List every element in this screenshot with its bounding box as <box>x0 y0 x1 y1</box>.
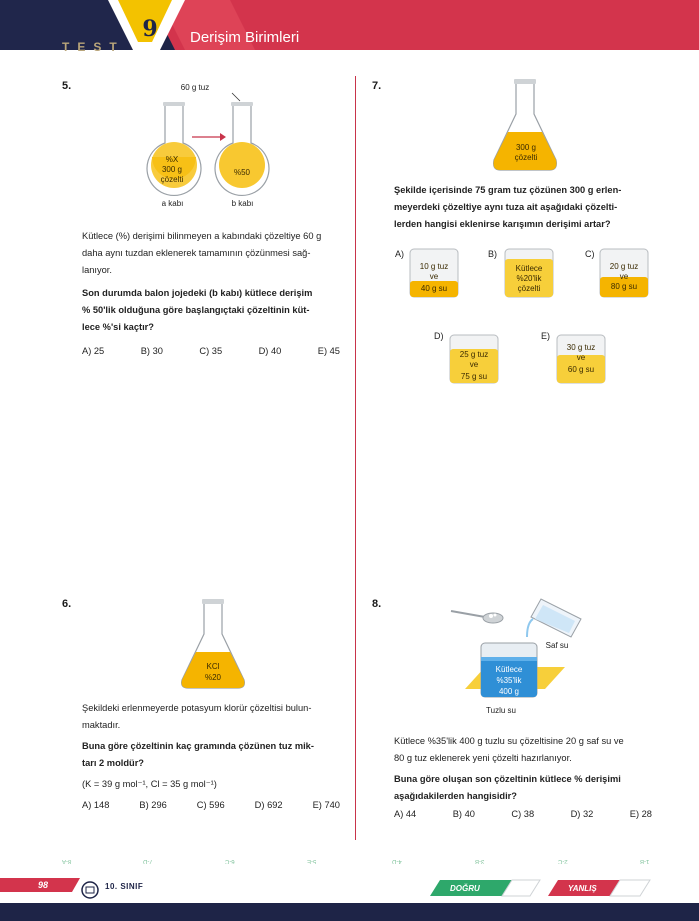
q7-question-line: Şekilde içerisinde 75 gram tuz çözünen 300 g erlen- <box>394 185 622 195</box>
q6-option-b[interactable]: B) 296 <box>139 800 167 810</box>
q5-flask-a-text-2: 300 g <box>161 165 183 174</box>
q7-option-c-letter[interactable]: C) <box>585 249 595 259</box>
q5-option-a[interactable]: A) 25 <box>82 346 105 356</box>
q6-flask-text-1: KCl <box>206 662 220 671</box>
q5-flask-b-caption: b kabı <box>231 199 254 208</box>
q7-option-e-line: 60 g su <box>567 365 595 374</box>
q5-flasks-illustration <box>140 85 270 205</box>
question-6-number: 6. <box>62 598 72 610</box>
q7-option-b-line: %20'lik <box>516 274 542 283</box>
q8-question-line: aşağıdakilerden hangisidir? <box>394 791 517 801</box>
q7-option-a-line: 40 g su <box>420 284 448 293</box>
q7-option-c-line: ve <box>619 272 629 281</box>
q5-flask-a-caption: a kabı <box>161 199 184 208</box>
q5-question <box>82 285 344 336</box>
q8-beaker-text-1: Kütlece <box>495 665 523 674</box>
answer-key-item: 8-A <box>62 858 72 864</box>
q7-flask-text-2: çözelti <box>514 153 538 162</box>
q6-atomic-masses: (K = 39 g mol⁻¹, Cl = 35 g mol⁻¹) <box>82 779 217 789</box>
q6-flask-text-2: %20 <box>204 673 221 682</box>
unit-number: 9 <box>142 16 158 42</box>
q5-options <box>82 346 340 356</box>
q8-body <box>394 733 656 767</box>
water-glass-icon <box>527 599 581 637</box>
q7-option-d-line: 25 g tuz <box>459 350 489 359</box>
q7-option-e-line: ve <box>576 353 586 362</box>
q8-option-e[interactable]: E) 28 <box>629 809 652 819</box>
q7-option-e-letter[interactable]: E) <box>541 331 550 341</box>
q5-option-d[interactable]: D) 40 <box>258 346 282 356</box>
q8-body-line: 80 g tuz eklenerek yeni çözelti hazırlanıyor. <box>394 753 572 763</box>
q5-option-e[interactable]: E) 45 <box>317 346 340 356</box>
q7-question-line: lerden hangisi eklenirse karışımın derişimi artar? <box>394 219 611 229</box>
q7-option-c-line: 80 g su <box>610 282 638 291</box>
q7-flask-text-1: 300 g <box>515 143 537 152</box>
q6-option-a[interactable]: A) 148 <box>82 800 110 810</box>
q8-water-label: Saf su <box>545 641 569 650</box>
q8-body-line: Kütlece %35'lik 400 g tuzlu su çözeltisine 20 g saf su ve <box>394 736 624 746</box>
q5-option-c[interactable]: C) 35 <box>199 346 223 356</box>
answer-key-item: 4-D <box>392 858 402 864</box>
wrong-count-label[interactable]: YANLIŞ <box>568 884 597 893</box>
answer-key-item: 7-D <box>143 858 153 864</box>
q7-option-d-line: ve <box>469 360 479 369</box>
q6-option-c[interactable]: C) 596 <box>196 800 225 810</box>
q8-option-b[interactable]: B) 40 <box>452 809 475 819</box>
arrow-icon <box>192 133 226 141</box>
question-7-number: 7. <box>372 80 382 92</box>
answer-key-item: 6-C <box>225 858 235 864</box>
q8-options <box>394 809 652 819</box>
correct-count-label[interactable]: DOĞRU <box>450 884 480 893</box>
q6-question-line: Buna göre çözeltinin kaç gramında çözünen tuz mik- <box>82 741 314 751</box>
q6-options <box>82 800 340 810</box>
q8-question-line: Buna göre oluşan son çözeltinin kütlece % derişimi <box>394 774 621 784</box>
column-divider <box>355 76 356 840</box>
q5-body-line: Kütlece (%) derişimi bilinmeyen a kabındaki çözeltiye 60 g <box>82 231 322 241</box>
q6-body <box>82 700 344 734</box>
q5-question-line: % 50'lik olduğuna göre başlangıçtaki çözeltinin küt- <box>82 305 310 315</box>
q5-body <box>82 228 344 279</box>
q6-option-d[interactable]: D) 692 <box>254 800 283 810</box>
q5-option-b[interactable]: B) 30 <box>140 346 163 356</box>
salt-arrow-icon <box>232 93 240 101</box>
question-5-number: 5. <box>62 80 72 92</box>
test-label: TEST <box>62 40 125 54</box>
answer-key <box>0 858 699 870</box>
question-8-number: 8. <box>372 598 382 610</box>
answer-key-item: 2-C <box>558 858 568 864</box>
answer-key-item: 3-B <box>475 858 485 864</box>
q6-body-line: Şekildeki erlenmeyerde potasyum klorür çözeltisi bulun- <box>82 703 312 713</box>
q7-option-b-line: çözelti <box>517 284 541 293</box>
q8-option-c[interactable]: C) 38 <box>511 809 535 819</box>
q6-option-e[interactable]: E) 740 <box>312 800 340 810</box>
q5-question-line: lece %'si kaçtır? <box>82 322 154 332</box>
grade-label: 10. SINIF <box>105 882 144 891</box>
q5-body-line: lanıyor. <box>82 265 112 275</box>
q7-option-a-letter[interactable]: A) <box>395 249 404 259</box>
q7-option-d-letter[interactable]: D) <box>434 331 444 341</box>
q8-option-d[interactable]: D) 32 <box>570 809 594 819</box>
q7-question <box>394 182 656 233</box>
q7-question-line: meyerdeki çözeltiye aynı tuza ait aşağıdaki çözelti- <box>394 202 618 212</box>
q7-option-a-line: ve <box>429 272 439 281</box>
spoon-icon <box>451 611 503 623</box>
q7-option-b-letter[interactable]: B) <box>488 249 497 259</box>
flask-b-icon <box>215 102 269 195</box>
q5-body-line: daha aynı tuzdan eklenerek tamamının çözünmesi sağ- <box>82 248 311 258</box>
q7-option-c-line: 20 g tuz <box>609 262 639 271</box>
q5-flask-b-text: %50 <box>233 168 250 177</box>
q8-question <box>394 771 656 805</box>
q7-option-e-line: 30 g tuz <box>566 343 596 352</box>
q6-body-line: maktadır. <box>82 720 121 730</box>
unit-title: Derişim Birimleri <box>190 29 300 46</box>
q5-salt-label: 60 g tuz <box>180 83 210 92</box>
q6-question-line: tarı 2 moldür? <box>82 758 144 768</box>
page-number: 98 <box>38 880 49 890</box>
answer-key-item: 1-B <box>640 858 650 864</box>
q8-option-a[interactable]: A) 44 <box>394 809 417 819</box>
q7-option-a-line: 10 g tuz <box>419 262 449 271</box>
q8-beaker-text-2: %35'lik <box>496 676 522 685</box>
q5-flask-a-text-3: çözelti <box>160 175 184 184</box>
answer-key-item: 5-E <box>307 858 317 864</box>
q7-option-d-line: 75 g su <box>460 372 488 381</box>
q8-salt-water-label: Tuzlu su <box>486 706 516 715</box>
q5-question-line: Son durumda balon jojedeki (b kabı) kütlece derişim <box>82 288 313 298</box>
q6-question <box>82 738 344 772</box>
q5-flask-a-text-1: %X <box>165 155 179 164</box>
q8-beaker-text-3: 400 g <box>498 687 520 696</box>
q7-option-b-line: Kütlece <box>515 264 543 273</box>
